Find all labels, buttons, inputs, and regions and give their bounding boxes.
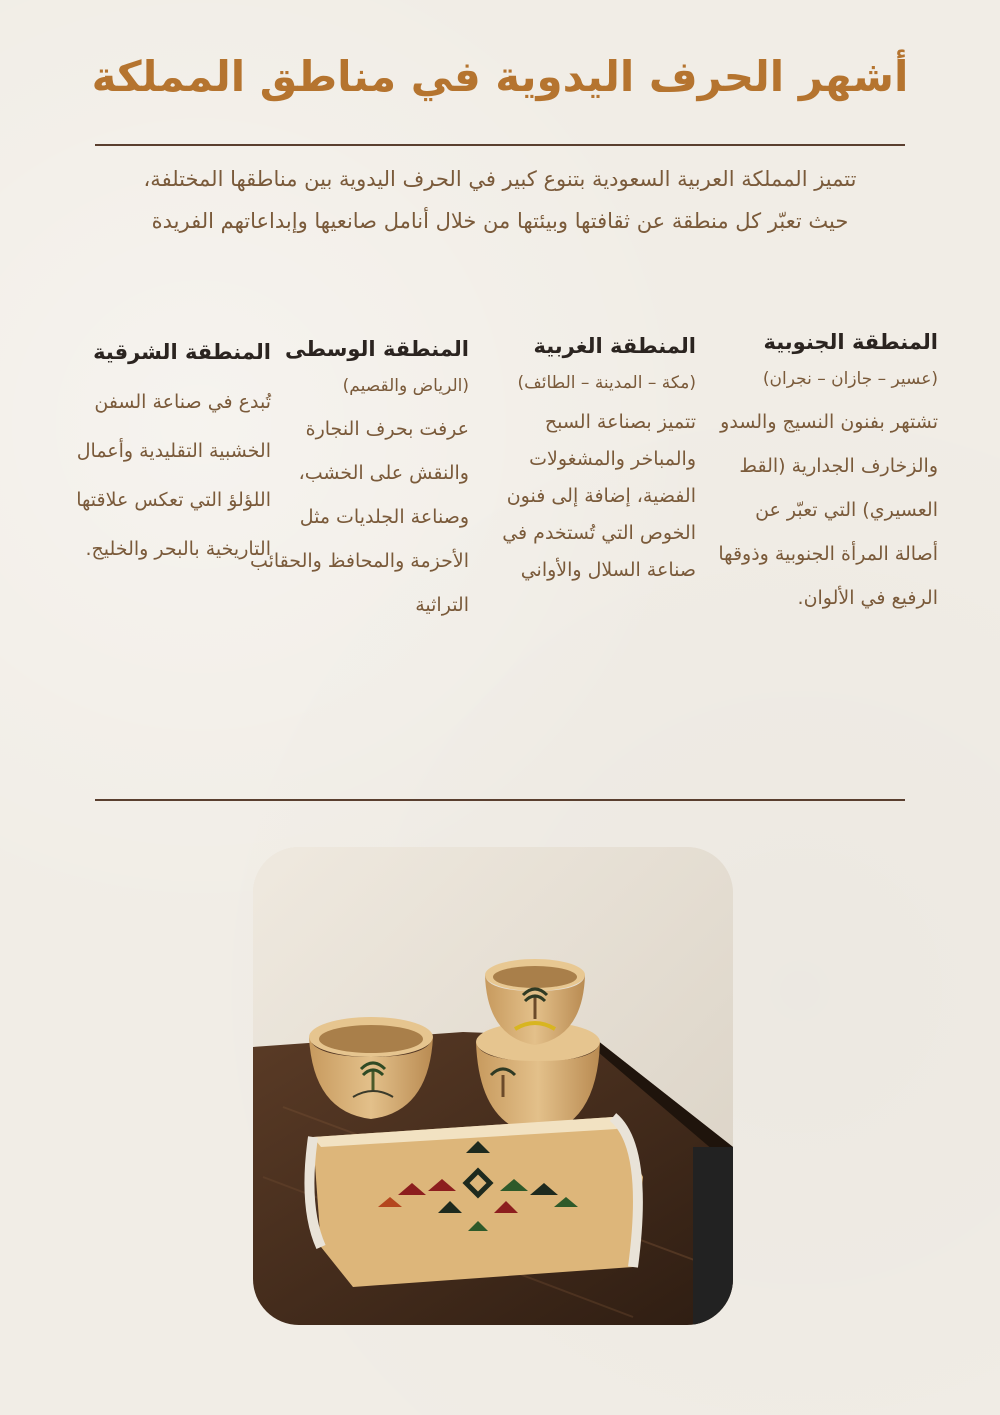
region-east-title: المنطقة الشرقية [93,340,271,364]
region-west [476,330,696,589]
page-title: أشهر الحرف اليدوية في مناطق المملكة [91,52,909,101]
region-east-description: تُبدع في صناعة السفن الخشبية التقليدية وأعمال اللؤلؤ التي تعكس علاقتها التاريخية بالبحر والخليج. [76,391,271,560]
region-south [718,326,938,620]
region-central [249,333,469,627]
region-central-title: المنطقة الوسطى [285,337,469,361]
region-west-description: تتميز بصناعة السبح والمباخر والمشغولات الفضية، إضافة إلى فنون الخوص التي تُستخدم في صناعة السلال والأواني [502,411,696,581]
region-central-description: عرفت بحرف النجارة والنقش على الخشب، وصناعة الجلديات مثل الأحزمة والمحافظ والحقائب التراثية [249,418,469,616]
region-south-description: تشتهر بفنون النسيج والسدو والزخارف الجدارية (القط العسيري) التي تعبّر عن أصالة المرأة الجنوبية وذوقها الرفيع في الألوان. [718,411,938,609]
region-east [71,336,271,574]
pottery-photo [253,847,733,1325]
intro-paragraph: تتميز المملكة العربية السعودية بتنوع كبير في الحرف اليدوية بين مناطقها المختلفة، حيث تعبّر كل منطقة عن ثقافتها وبيئتها من خلال أنامل صانعيها وإبداعاتهم الفريدة [143,167,857,233]
region-west-title: المنطقة الغربية [533,334,696,358]
region-south-title: المنطقة الجنوبية [763,330,938,354]
region-west-cities: (مكة – المدينة – الطائف) [517,373,696,393]
pottery-set-icon [253,847,733,1325]
region-south-cities: (عسير – جازان – نجران) [762,369,938,389]
divider-bottom [95,799,905,801]
divider-top [95,144,905,146]
region-central-cities: (الرياض والقصيم) [342,376,469,396]
